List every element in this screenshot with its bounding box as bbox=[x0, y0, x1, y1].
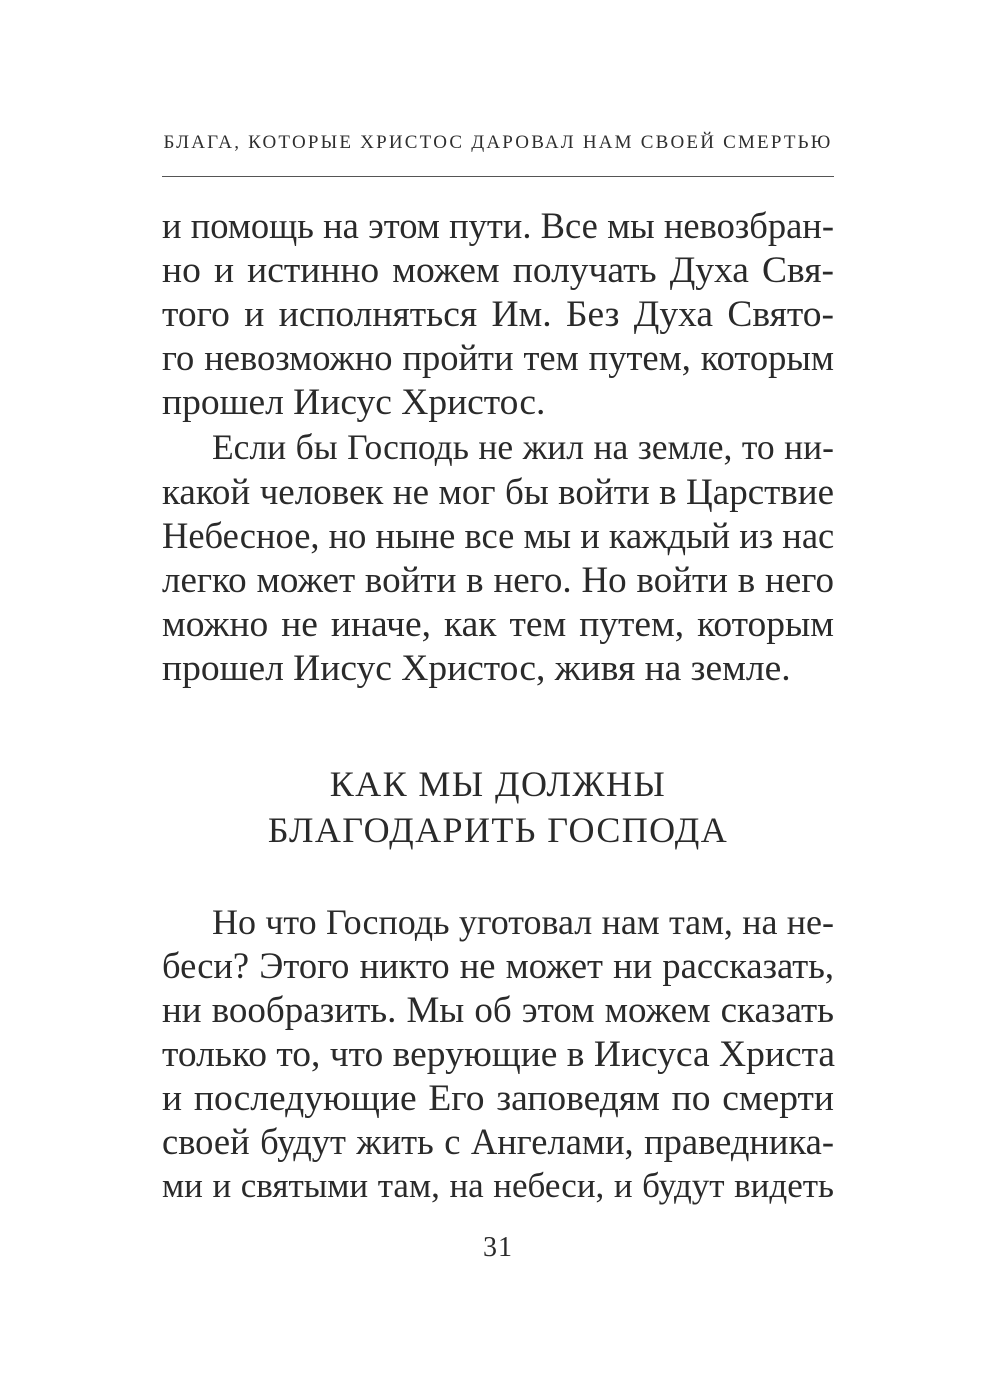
paragraph-1-line: прошел Иисус Христос. bbox=[162, 382, 546, 423]
paragraph-2-line: прошел Иисус Христос, живя на земле. bbox=[162, 648, 791, 689]
paragraph-2-line: легко может войти в него. Но войти в него bbox=[162, 560, 834, 601]
paragraph-2-line: Если бы Господь не жил на земле, то ни- bbox=[212, 427, 834, 467]
running-head: БЛАГА, КОТОРЫЕ ХРИСТОС ДАРОВАЛ НАМ СВОЕЙ СМЕРТЬЮ bbox=[163, 132, 833, 153]
paragraph-1-line: го невозможно пройти тем путем, которым bbox=[162, 337, 834, 378]
paragraph-3-line: ми и святыми там, на небеси, и будут видеть bbox=[162, 1166, 834, 1205]
paragraph-2-line: можно не иначе, как тем путем, которым bbox=[162, 604, 834, 645]
paragraph-2-line: Небесное, но ныне все мы и каждый из нас bbox=[162, 515, 835, 556]
page-number: 31 bbox=[483, 1232, 513, 1263]
paragraph-3-line: своей будут жить с Ангелами, праведника- bbox=[162, 1121, 834, 1162]
paragraph-3-line: ни вообразить. Мы об этом можем сказать bbox=[162, 990, 834, 1031]
paragraph-3-line: беси? Этого никто не может ни рассказать, bbox=[162, 945, 834, 986]
section-heading-line: КАК МЫ ДОЛЖНЫ bbox=[329, 764, 667, 804]
paragraph-3-line: и последующие Его заповедям по смерти bbox=[162, 1078, 834, 1119]
paragraph-1-line: того и исполняться Им. Без Духа Свято- bbox=[162, 294, 834, 335]
section-heading-line: БЛАГОДАРИТЬ ГОСПОДА bbox=[267, 810, 729, 850]
paragraph-1-line: и помощь на этом пути. Все мы невозбран- bbox=[162, 205, 834, 246]
header-rule bbox=[162, 176, 834, 177]
paragraph-3-line: только то, что верующие в Иисуса Христа bbox=[162, 1034, 836, 1075]
paragraph-2-line: какой человек не мог бы войти в Царствие bbox=[162, 472, 834, 513]
paragraph-1-line: но и истинно можем получать Духа Свя- bbox=[162, 250, 834, 291]
paragraph-3-line: Но что Господь уготовал нам там, на не- bbox=[212, 902, 834, 942]
